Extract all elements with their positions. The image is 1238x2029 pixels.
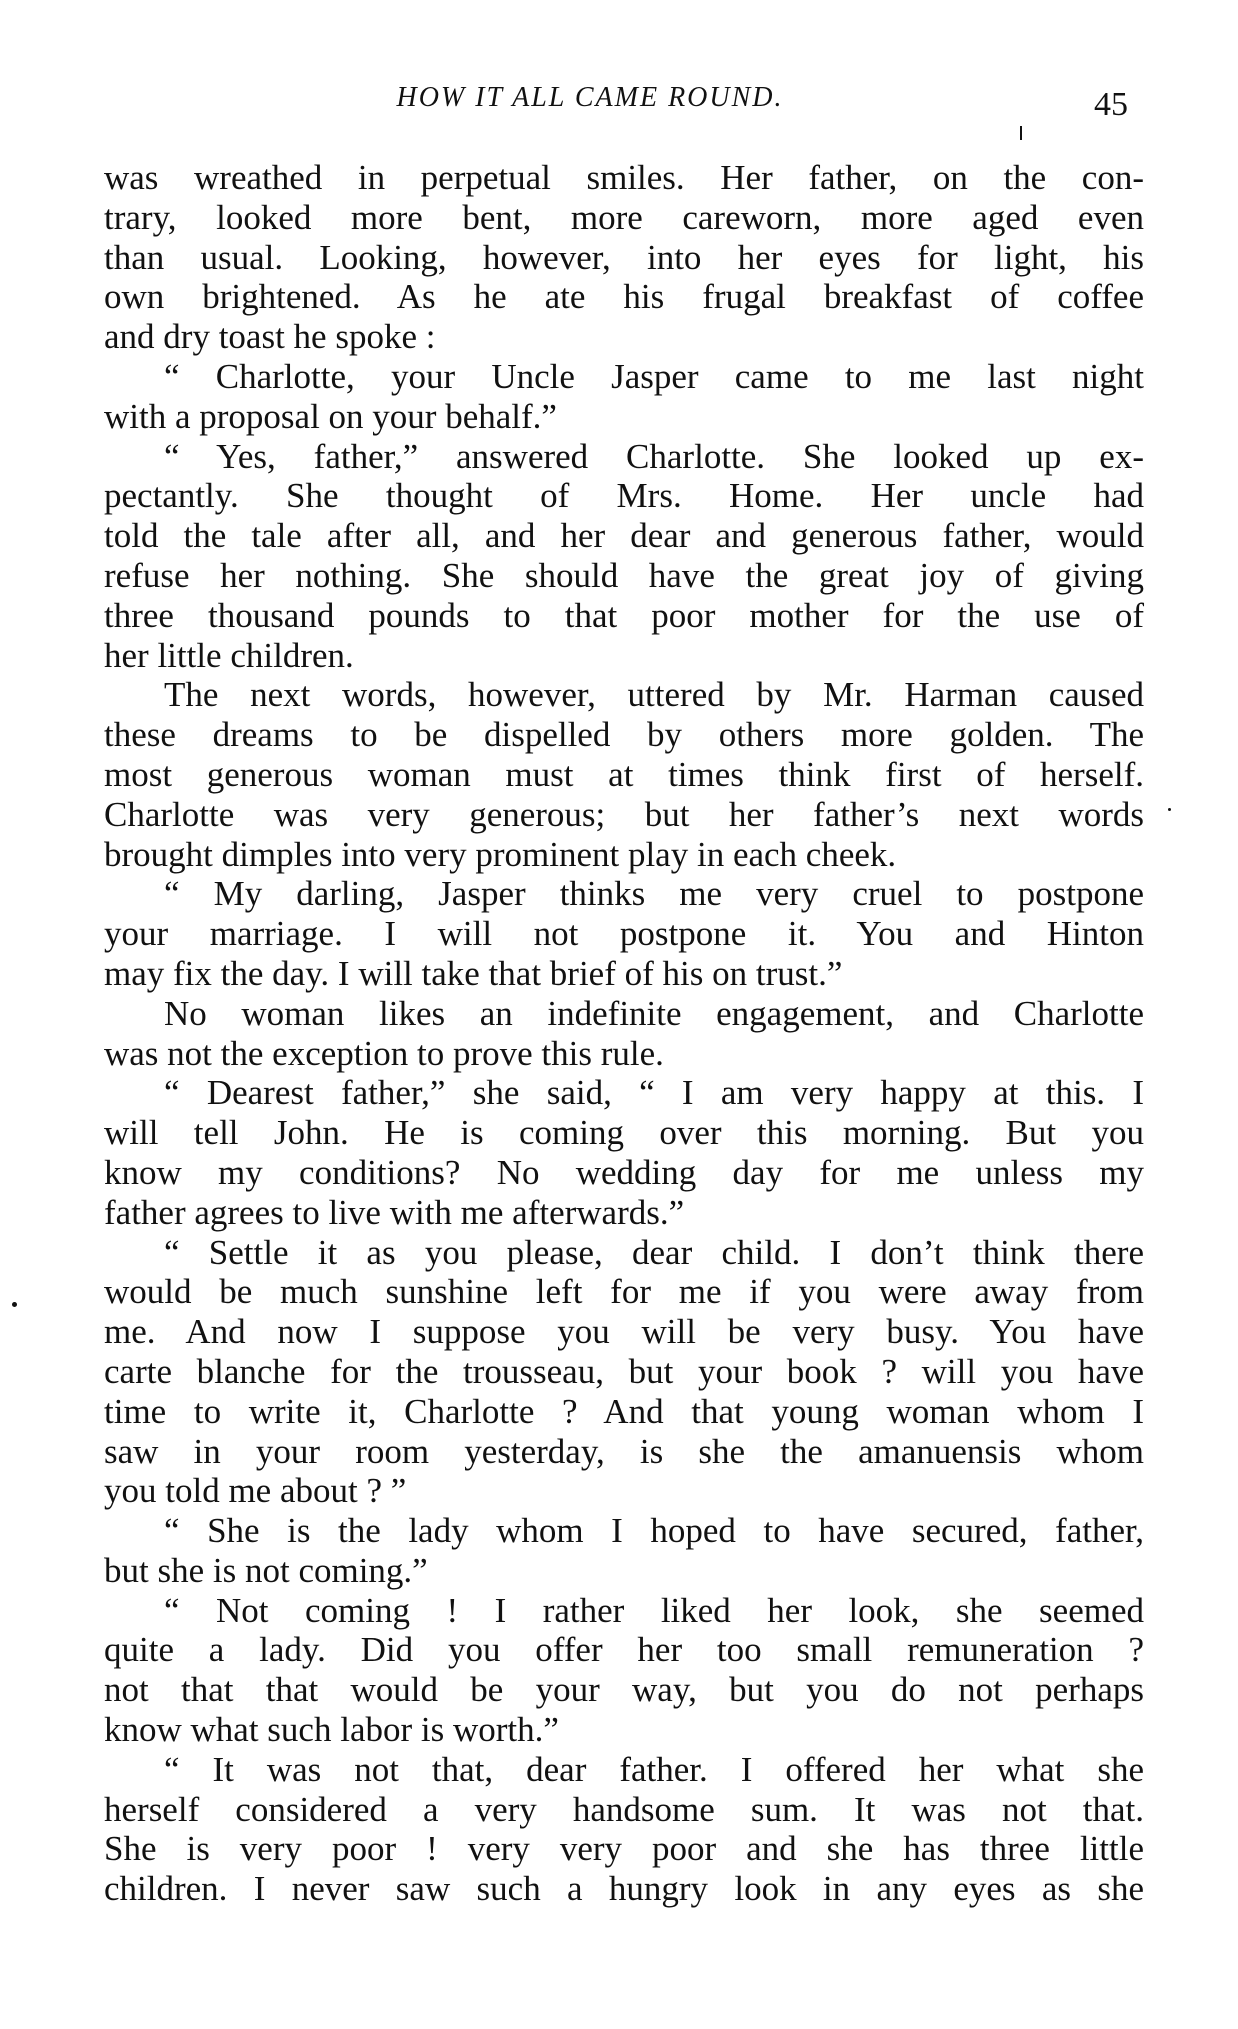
text-line: “ It was not that, dear father. I offered her what she [164,1749,1144,1789]
text-line: would be much sunshine left for me if you were away from [104,1272,1144,1312]
text-line: quite a lady. Did you offer her too small remuneration ? [104,1630,1144,1670]
text-line: was wreathed in perpetual smiles. Her father, on the con- [104,158,1144,197]
text-line: pectantly. She thought of Mrs. Home. Her uncle had [104,476,1144,516]
text-line: carte blanche for the trousseau, but your book ? will you have [104,1351,1144,1391]
text-line: “ Settle it as you please, dear child. I don’t think there [164,1232,1144,1272]
stray-mark [12,1302,17,1307]
text-line: your marriage. I will not postpone it. You and Hinton [104,914,1144,954]
text-line: father agrees to live with me afterwards.” [104,1192,685,1232]
text-line: saw in your room yesterday, is she the amanuensis whom [104,1431,1144,1471]
text-line: The next words, however, uttered by Mr. Harman caused [164,675,1144,715]
text-line: these dreams to be dispelled by others more golden. The [104,715,1144,755]
text-line: She is very poor ! very very poor and she has three little [104,1829,1144,1869]
stray-mark [1020,126,1022,140]
text-line: No woman likes an indefinite engagement, and Charlotte [164,993,1144,1033]
text-line: “ Yes, father,” answered Charlotte. She looked up ex- [164,436,1144,476]
text-line: refuse her nothing. She should have the great joy of giving [104,555,1144,595]
body-text [104,158,1144,1909]
text-line: not that that would be your way, but you do not perhaps [104,1670,1144,1710]
text-line: will tell John. He is coming over this morning. But you [104,1113,1144,1153]
text-line: and dry toast he spoke : [104,317,436,357]
text-line: her little children. [104,635,354,675]
text-line: “ Dearest father,” she said, “ I am very happy at this. I [164,1073,1144,1113]
text-line: you told me about ? ” [104,1471,407,1511]
text-line: “ Not coming ! I rather liked her look, she seemed [164,1590,1144,1630]
text-line: children. I never saw such a hungry look in any eyes as she [104,1869,1144,1909]
text-line: know my conditions? No wedding day for me unless my [104,1152,1144,1192]
text-line: trary, looked more bent, more careworn, more aged even [104,197,1144,237]
text-line: time to write it, Charlotte ? And that young woman whom I [104,1391,1144,1431]
text-line: told the tale after all, and her dear and generous father, would [104,516,1144,556]
text-line: than usual. Looking, however, into her eyes for light, his [104,237,1144,277]
text-line: own brightened. As he ate his frugal breakfast of coffee [104,277,1144,317]
running-head [0,78,1238,123]
text-line: know what such labor is worth.” [104,1710,559,1750]
text-line: with a proposal on your behalf.” [104,396,557,436]
text-line: “ My darling, Jasper thinks me very cruel to postpone [164,874,1144,914]
stray-mark [1168,808,1171,811]
text-line: most generous woman must at times think first of herself. [104,754,1144,794]
text-line: brought dimples into very prominent play in each cheek. [104,834,897,874]
text-line: “ Charlotte, your Uncle Jasper came to me last night [164,356,1144,396]
page-number: 45 [1094,86,1128,123]
text-line: may fix the day. I will take that brief of his on trust.” [104,953,843,993]
text-line: was not the exception to prove this rule. [104,1033,664,1073]
text-line: “ She is the lady whom I hoped to have secured, father, [164,1511,1144,1551]
running-title: HOW IT ALL CAME ROUND. [396,82,784,113]
text-line: herself considered a very handsome sum. It was not that. [104,1789,1144,1829]
text-line: three thousand pounds to that poor mother for the use of [104,595,1144,635]
text-line: me. And now I suppose you will be very busy. You have [104,1312,1144,1352]
text-line: Charlotte was very generous; but her father’s next words [104,794,1144,834]
text-line: but she is not coming.” [104,1550,428,1590]
